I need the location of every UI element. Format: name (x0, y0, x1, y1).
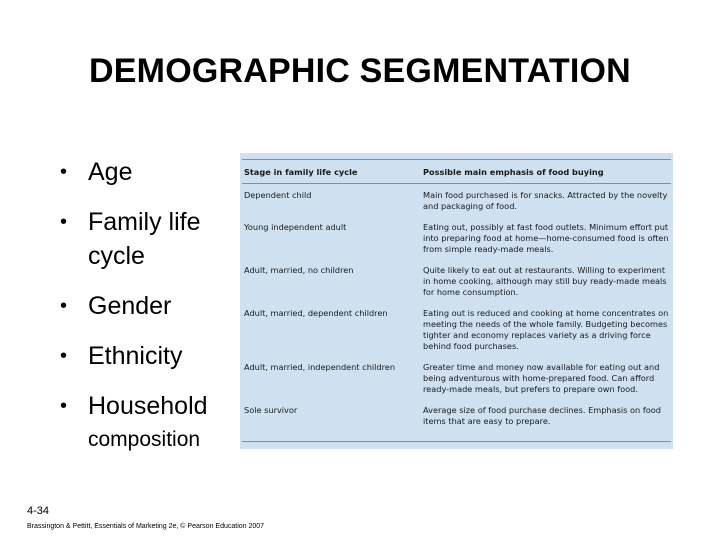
bullet-label: Family life cycle (88, 208, 201, 270)
slide-number: 4-34 (27, 505, 50, 517)
bullet-gender (60, 289, 240, 323)
bullet-label: Ethnicity (88, 342, 183, 370)
bullet-age (60, 155, 240, 189)
stage-cell: Adult, married, dependent children (244, 308, 388, 318)
table-header-row (242, 160, 671, 184)
bullet-label: Gender (88, 292, 172, 320)
column-header-emphasis: Possible main emphasis of food buying (421, 160, 671, 184)
table-row (242, 356, 671, 399)
emphasis-cell: Average size of food purchase declines. Emphasis on food items that are easy to prepare. (421, 399, 671, 442)
source-citation: Brassington & Pettitt, Essentials of Marketing 2e, © Pearson Education 2007 (27, 523, 265, 530)
stage-cell: Dependent child (244, 190, 312, 200)
food-buying-table (242, 159, 671, 442)
stage-cell: Adult, married, independent children (244, 362, 396, 372)
stage-cell: Young independent adult (244, 222, 347, 232)
bullet-continuation: composition (88, 428, 201, 451)
emphasis-cell: Eating out is reduced and cooking at home concentrates on meeting the needs of the whole family. Budgeting becomes tighter and economy replaces variety as a driving force behind food purchases. (423, 308, 669, 351)
column-header-stage: Stage in family life cycle (242, 160, 421, 184)
emphasis-cell: Main food purchased is for snacks. Attracted by the novelty and packaging of food. (423, 190, 668, 211)
table-row (242, 216, 671, 259)
emphasis-cell: Eating out, possibly at fast food outlets. Minimum effort put into preparing food at home—home-consumed food is often from simple ready-made meals. (423, 222, 669, 254)
bullet-family-life-cycle (60, 205, 240, 273)
table-row (242, 184, 671, 217)
bullet-label: Household (88, 392, 208, 420)
table-row (242, 259, 671, 302)
emphasis-cell: Quite likely to eat out at restaurants. Willing to experiment in home cooking, although may still buy ready-made meals for home consumption. (423, 265, 667, 297)
bullet-label: Age (88, 158, 133, 186)
table-row (242, 399, 671, 442)
emphasis-cell: Greater time and money now available for eating out and being adventurous with home-prepared food. Can afford ready-made meals, but prefers to prepare own food. (423, 362, 660, 394)
table-row (242, 302, 671, 356)
stage-cell: Sole survivor (242, 399, 421, 442)
slide-title: DEMOGRAPHIC SEGMENTATION (89, 52, 631, 90)
bullet-list (60, 155, 240, 455)
bullet-ethnicity (60, 339, 240, 373)
bullet-household-composition (60, 389, 240, 455)
food-buying-table-panel (240, 153, 673, 449)
stage-cell: Adult, married, no children (244, 265, 354, 275)
